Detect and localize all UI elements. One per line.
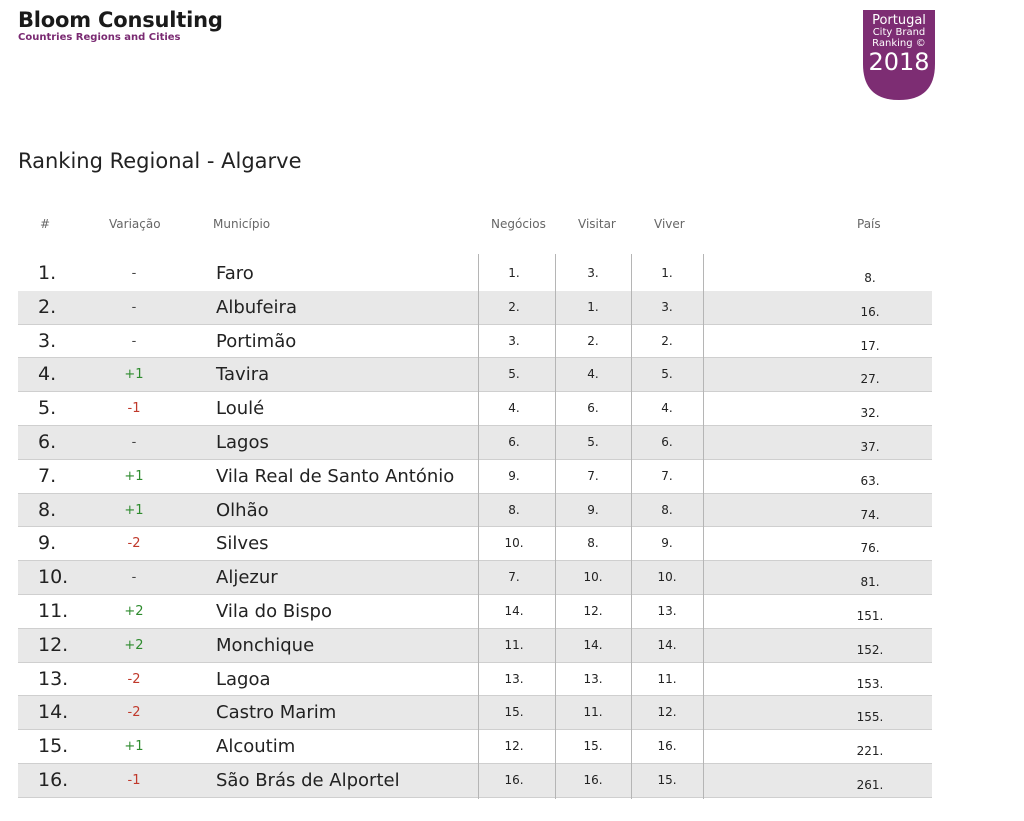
variation-cell: +2 [124, 603, 144, 619]
visit-rank-cell: 2. [587, 333, 599, 348]
visit-rank-cell: 3. [587, 266, 599, 280]
business-rank-cell: 5. [508, 367, 520, 382]
municipality-cell: Faro [216, 263, 254, 284]
visit-rank-cell: 14. [583, 637, 603, 652]
municipality-cell: Albufeira [216, 296, 297, 318]
table-row [18, 291, 932, 325]
table-row [18, 527, 932, 561]
country-rank-cell: 63. [860, 473, 880, 488]
rank-cell: 3. [38, 329, 57, 352]
country-rank-cell: 16. [860, 304, 880, 319]
table-row [18, 325, 932, 359]
country-rank-cell: 74. [860, 507, 880, 522]
variation-cell: +1 [124, 468, 144, 484]
rank-cell: 7. [38, 464, 57, 487]
visit-rank-cell: 16. [583, 772, 603, 787]
live-rank-cell: 10. [657, 570, 677, 585]
visit-rank-cell: 6. [587, 401, 599, 416]
visit-rank-cell: 12. [583, 603, 603, 618]
municipality-cell: Aljezur [216, 567, 278, 589]
variation-cell: - [131, 333, 137, 349]
table-row [18, 561, 932, 595]
municipality-cell: São Brás de Alportel [216, 769, 400, 791]
variation-cell: +1 [124, 367, 144, 383]
country-rank-cell: 17. [860, 338, 880, 353]
country-rank-cell: 152. [856, 642, 884, 657]
table-row [18, 730, 932, 764]
country-rank-cell: 81. [860, 575, 880, 590]
business-rank-cell: 7. [508, 570, 520, 585]
rank-cell: 8. [38, 498, 57, 521]
country-rank-cell: 37. [860, 439, 880, 454]
column-divider [478, 254, 479, 799]
visit-rank-cell: 10. [583, 570, 603, 585]
brand-subtitle: Countries Regions and Cities [18, 32, 181, 43]
variation-cell: -1 [127, 772, 141, 788]
live-rank-cell: 16. [657, 739, 677, 754]
municipality-cell: Vila Real de Santo António [216, 465, 455, 487]
table-row [18, 426, 932, 460]
header-municipality: Município [213, 217, 271, 231]
visit-rank-cell: 11. [583, 705, 603, 720]
variation-cell: -2 [127, 705, 141, 721]
variation-cell: +1 [124, 739, 144, 755]
table-row [18, 663, 932, 697]
ranking-table [18, 257, 932, 798]
visit-rank-cell: 1. [587, 299, 599, 314]
variation-cell: -2 [127, 671, 141, 687]
rank-cell: 5. [38, 397, 57, 420]
column-divider [555, 254, 556, 799]
business-rank-cell: 11. [504, 637, 524, 652]
column-divider [631, 254, 632, 799]
business-rank-cell: 14. [504, 603, 524, 618]
business-rank-cell: 16. [504, 772, 524, 787]
municipality-cell: Loulé [216, 398, 265, 420]
header-live: Viver [654, 217, 685, 231]
badge-line2: City Brand [872, 27, 926, 38]
rank-cell: 11. [38, 599, 69, 622]
page-title: Ranking Regional - Algarve [18, 149, 302, 173]
header-rank: # [40, 217, 51, 231]
municipality-cell: Silves [216, 533, 269, 555]
live-rank-cell: 13. [657, 603, 677, 618]
visit-rank-cell: 5. [587, 434, 599, 449]
variation-cell: +1 [124, 502, 144, 518]
variation-cell: - [131, 434, 137, 450]
live-rank-cell: 7. [661, 468, 673, 483]
rank-cell: 10. [38, 566, 69, 589]
country-rank-cell: 76. [860, 541, 880, 556]
business-rank-cell: 3. [508, 333, 520, 348]
table-row [18, 257, 932, 291]
business-rank-cell: 12. [504, 739, 524, 754]
country-rank-cell: 261. [856, 777, 884, 792]
variation-cell: - [131, 299, 137, 315]
municipality-cell: Portimão [216, 330, 297, 352]
header-country: País [857, 217, 881, 231]
live-rank-cell: 11. [657, 671, 677, 686]
rank-cell: 16. [38, 768, 69, 791]
table-row [18, 392, 932, 426]
visit-rank-cell: 8. [587, 536, 599, 551]
live-rank-cell: 2. [661, 333, 673, 348]
country-rank-cell: 32. [860, 406, 880, 421]
table-row [18, 629, 932, 663]
variation-cell: -1 [127, 401, 141, 417]
visit-rank-cell: 7. [587, 468, 599, 483]
table-row [18, 494, 932, 528]
header-variation: Variação [109, 217, 161, 231]
live-rank-cell: 6. [661, 434, 673, 449]
live-rank-cell: 12. [657, 705, 677, 720]
rank-cell: 13. [38, 667, 69, 690]
municipality-cell: Alcoutim [216, 736, 296, 758]
rank-cell: 9. [38, 532, 57, 555]
business-rank-cell: 13. [504, 671, 524, 686]
live-rank-cell: 8. [661, 502, 673, 517]
live-rank-cell: 15. [657, 772, 677, 787]
badge-line3: Ranking © [872, 38, 926, 49]
column-divider [703, 254, 704, 799]
rank-cell: 1. [38, 262, 57, 284]
business-rank-cell: 2. [508, 299, 520, 314]
live-rank-cell: 5. [661, 367, 673, 382]
country-rank-cell: 155. [856, 710, 884, 725]
rank-cell: 14. [38, 701, 69, 724]
municipality-cell: Vila do Bispo [216, 600, 332, 622]
brand-header [18, 8, 223, 44]
municipality-cell: Lagos [216, 431, 269, 453]
visit-rank-cell: 9. [587, 502, 599, 517]
business-rank-cell: 8. [508, 502, 520, 517]
rank-cell: 4. [38, 363, 57, 386]
variation-cell: - [131, 266, 137, 281]
variation-cell: -2 [127, 536, 141, 552]
header-business: Negócios [491, 217, 546, 231]
country-rank-cell: 8. [864, 271, 876, 285]
visit-rank-cell: 13. [583, 671, 603, 686]
rank-cell: 12. [38, 633, 69, 656]
variation-cell: - [131, 570, 137, 586]
live-rank-cell: 1. [661, 266, 673, 280]
country-rank-cell: 27. [860, 372, 880, 387]
business-rank-cell: 4. [508, 401, 520, 416]
business-rank-cell: 1. [508, 266, 520, 280]
business-rank-cell: 6. [508, 434, 520, 449]
live-rank-cell: 9. [661, 536, 673, 551]
municipality-cell: Olhão [216, 499, 269, 521]
rank-cell: 6. [38, 430, 57, 453]
brand-name: Bloom Consulting [18, 8, 223, 32]
live-rank-cell: 14. [657, 637, 677, 652]
table-row [18, 358, 932, 392]
table-row [18, 764, 932, 798]
business-rank-cell: 9. [508, 468, 520, 483]
municipality-cell: Tavira [216, 364, 270, 386]
visit-rank-cell: 4. [587, 367, 599, 382]
badge-line1: Portugal [872, 13, 926, 28]
visit-rank-cell: 15. [583, 739, 603, 754]
variation-cell: +2 [124, 637, 144, 653]
country-rank-cell: 151. [856, 608, 884, 623]
municipality-cell: Lagoa [216, 668, 271, 690]
header-visit: Visitar [578, 217, 616, 231]
municipality-cell: Castro Marim [216, 702, 337, 724]
municipality-cell: Monchique [216, 634, 315, 656]
ranking-badge [863, 10, 935, 100]
live-rank-cell: 3. [661, 299, 673, 314]
table-row [18, 595, 932, 629]
badge-year: 2018 [868, 48, 930, 76]
live-rank-cell: 4. [661, 401, 673, 416]
country-rank-cell: 221. [856, 744, 884, 759]
business-rank-cell: 15. [504, 705, 524, 720]
table-row [18, 460, 932, 494]
country-rank-cell: 153. [856, 676, 884, 691]
rank-cell: 15. [38, 735, 69, 758]
rank-cell: 2. [38, 295, 57, 318]
table-row [18, 696, 932, 730]
business-rank-cell: 10. [504, 536, 524, 551]
